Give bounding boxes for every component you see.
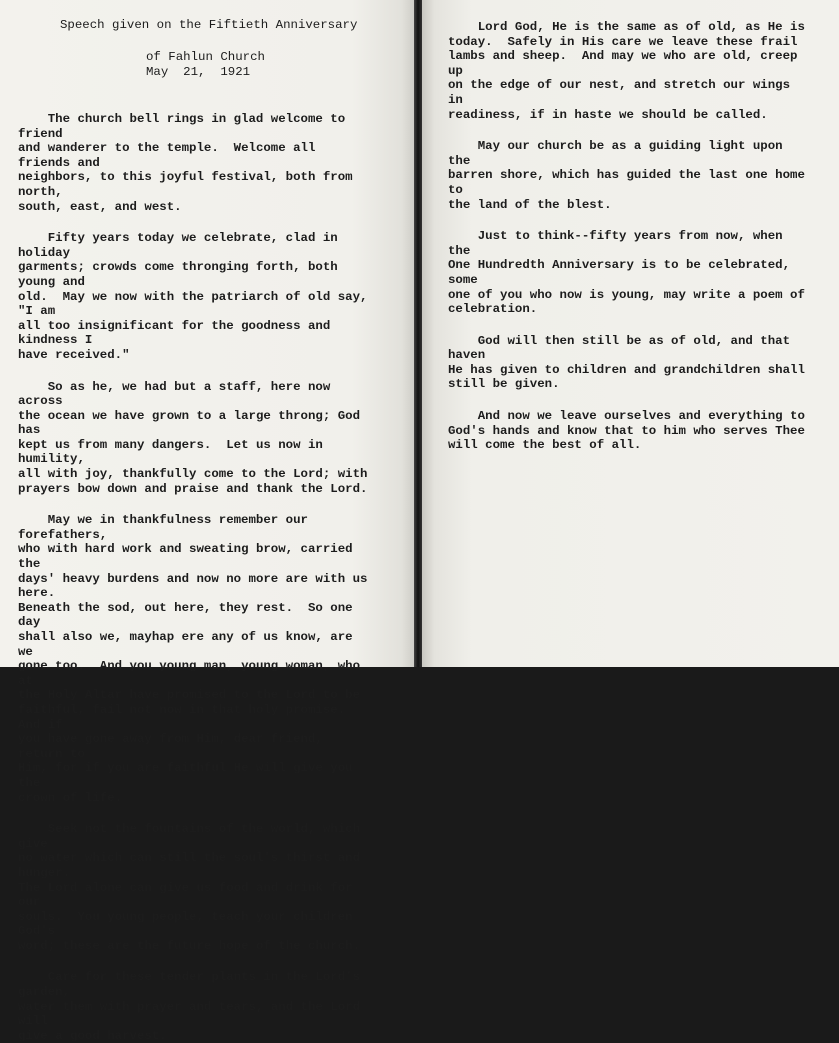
paragraph: Lord God, He is the same as of old, as He is today. Safely in His care we leave these frail lambs and sheep. And may we who are old, creep up on the edge of our nest, and stretch our wings in readiness, if in haste we should be called. xyxy=(448,20,805,122)
speech-title: Speech given on the Fiftieth Anniversary xyxy=(60,18,358,32)
paragraph: God will then still be as of old, and that haven He has given to children and grandchildren shall still be given. xyxy=(448,333,805,392)
paragraph: Seek not the fountains of the world, which give no water which can still the soul's thirst and hunger. The Lord alone can give us food and drink for our souls. You young people, teach your children God's word; these are the future hope of the church. xyxy=(18,822,361,953)
paragraph: Fifty years today we celebrate, clad in holiday garments; crowds come thronging forth, both young and old. May we now with the patriarch of old say, "I am all too insignificant for the goodness and kindness I have received." xyxy=(18,231,368,362)
book-gutter xyxy=(414,0,422,667)
speech-date: May 21, 1921 xyxy=(146,65,251,79)
left-page xyxy=(0,0,414,1043)
paragraph: So as he, we had but a staff, here now across the ocean we have grown to a large throng; God has kept us from many dangers. Let us now in humility, all with joy, thankfully come to the Lord; with prayers bow down and praise and thank the Lord. xyxy=(18,379,368,496)
paragraph: Just to think--fifty years from now, when the One Hundredth Anniversary is to be celebrated, some one of you who now is young, may write a poem of celebration. xyxy=(448,229,805,317)
paragraph: And now we leave ourselves and everything to God's hands and know that to him who serves Thee will come the best of all. xyxy=(448,409,805,453)
paragraph: May our church be as a guiding light upon the barren shore, which has guided the last one home to the land of the blest. xyxy=(448,139,805,212)
paragraph: The church bell rings in glad welcome to friend and wanderer to the temple. Welcome all friends and neighbors, to this joyful festival, both from north, south, east, and west. xyxy=(18,112,353,214)
church-name: of Fahlun Church xyxy=(146,50,265,64)
right-page xyxy=(422,0,839,667)
paragraph: May we in thankfulness remember our forefathers, who with hard work and sweating brow, carried the days' heavy burdens and now no more are with us here. Beneath the sod, out here, they rest. So one day shall also we, mayhap ere any of us know, are we gone too. And you young man, young woman, who at the Holy Altar have promised to the Lord to be faithful, fail not now in that holy promise. And if you have gone away from Him, dear friend, return to Him, for if you are faithful He will give you the crown of life. xyxy=(18,513,368,805)
paragraph: Care for these tender plants in the Lord's garden, water them with prayer and tears, and the Lord will give a good harvest. xyxy=(18,970,361,1043)
